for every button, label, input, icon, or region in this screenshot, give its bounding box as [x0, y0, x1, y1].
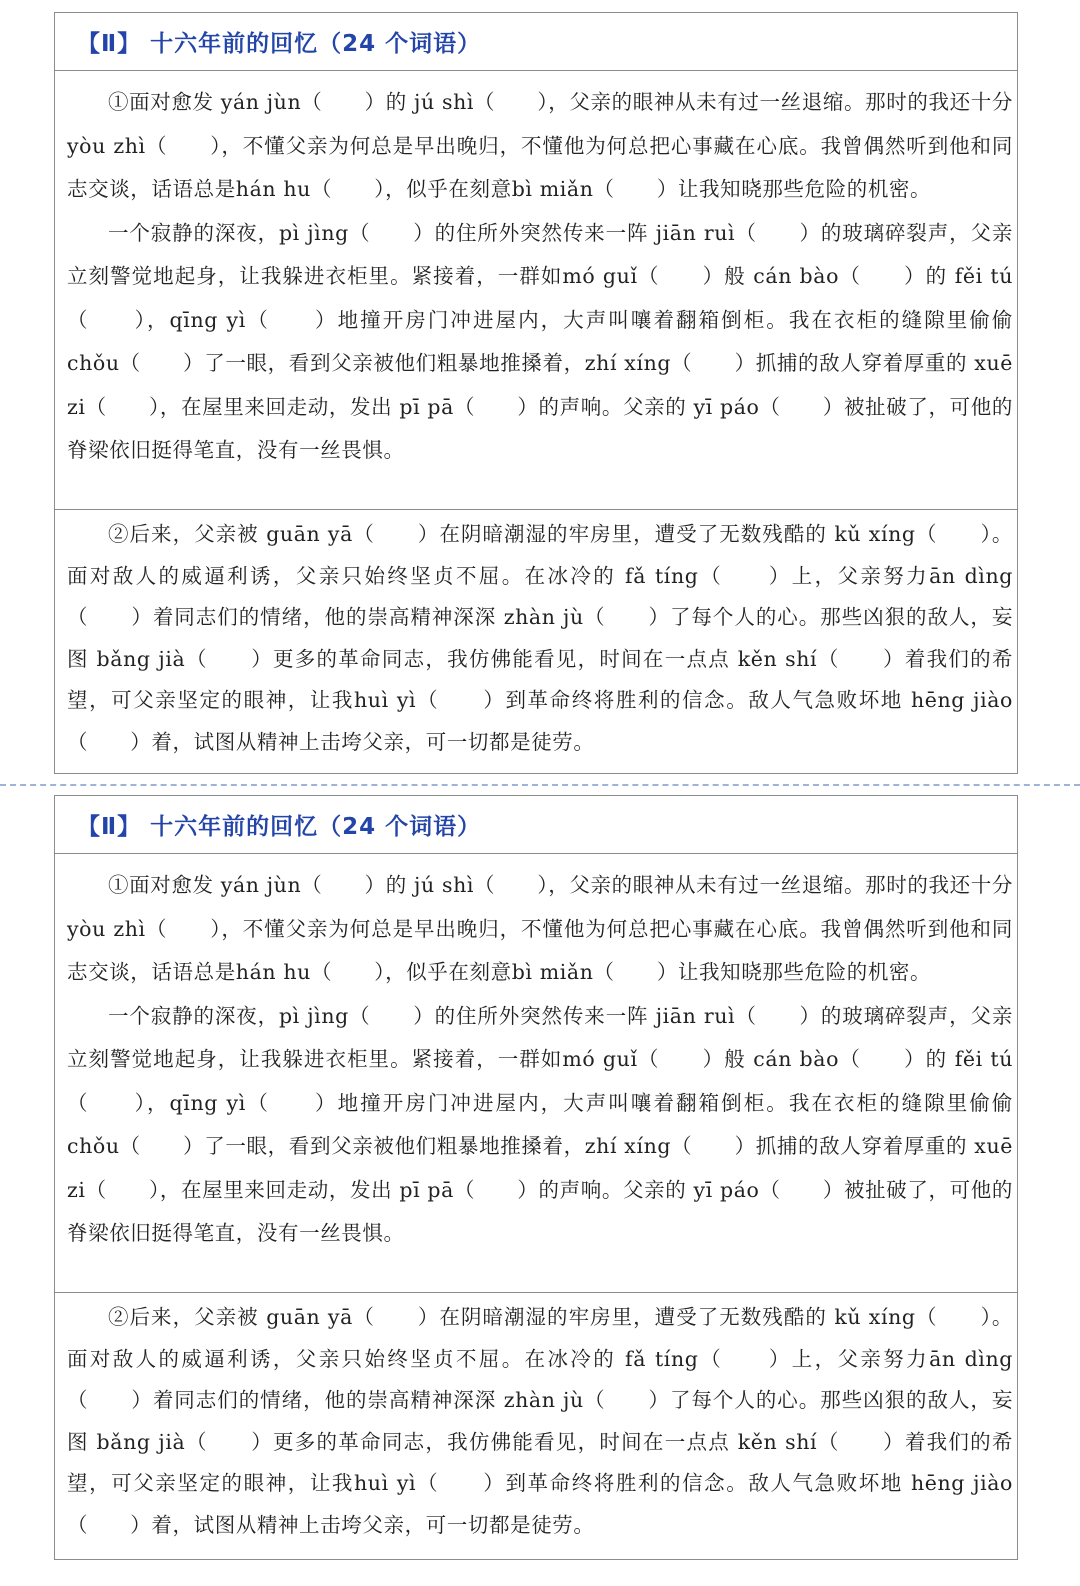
- worksheet-2: [54, 795, 1018, 1560]
- exercise-section-1: [55, 854, 1017, 1293]
- worksheet-title: 【Ⅱ】 十六年前的回忆（24 个词语）: [55, 796, 1017, 854]
- page-divider: [0, 784, 1080, 786]
- exercise-section-1: [55, 71, 1017, 510]
- paragraph: ②后来，父亲被 guān yā（ ）在阴暗潮湿的牢房里，遭受了无数残酷的 kǔ xíng（ ）。面对敌人的威逼利诱，父亲只始终坚贞不屈。在冰冷的 fǎ tíng（ ）上，父亲努力ān dìng（ ）着同志们的情绪，他的崇高精神深深 zhàn jù（ ）了每个人的心。那些凶狠的敌人，妄图 bǎng jià（ ）更多的革命同志，我仿佛能看见，时间在一点点 kěn shí（ ）着我们的希望，可父亲坚定的眼神，让我huì yì（ ）到革命终将胜利的信念。敌人气急败坏地 hēng jiào（ ）着，试图从精神上击垮父亲，可一切都是徒劳。: [67, 1305, 1013, 1537]
- paragraph: 一个寂静的深夜，pì jìng（ ）的住所外突然传来一阵 jiān ruì（ ）的玻璃碎裂声，父亲立刻警觉地起身，让我躲进衣柜里。紧接着，一群如mó guǐ（ ）般 cán bào（ ）的 fěi tú（ ），qīng yì（ ）地撞开房门冲进屋内，大声叫嚷着翻箱倒柜。我在衣柜的缝隙里偷偷 chǒu（ ）了一眼，看到父亲被他们粗暴地推搡着，zhí xíng（ ）抓捕的敌人穿着厚重的 xuē zi（ ），在屋里来回走动，发出 pī pā（ ）的声响。父亲的 yī páo（ ）被扯破了，可他的脊梁依旧挺得笔直，没有一丝畏惧。: [67, 1003, 1013, 1245]
- paragraph: ①面对愈发 yán jùn（ ）的 jú shì（ ），父亲的眼神从未有过一丝退缩。那时的我还十分 yòu zhì（ ），不懂父亲为何总是早出晚归，不懂他为何总把心事藏在心底。我曾偶然听到他和同志交谈，话语总是hán hu（ ），似乎在刻意bì miǎn（ ）让我知晓那些危险的机密。: [67, 873, 1013, 984]
- worksheet-1: [54, 12, 1018, 774]
- paragraph: ②后来，父亲被 guān yā（ ）在阴暗潮湿的牢房里，遭受了无数残酷的 kǔ xíng（ ）。面对敌人的威逼利诱，父亲只始终坚贞不屈。在冰冷的 fǎ tíng（ ）上，父亲努力ān dìng（ ）着同志们的情绪，他的崇高精神深深 zhàn jù（ ）了每个人的心。那些凶狠的敌人，妄图 bǎng jià（ ）更多的革命同志，我仿佛能看见，时间在一点点 kěn shí（ ）着我们的希望，可父亲坚定的眼神，让我huì yì（ ）到革命终将胜利的信念。敌人气急败坏地 hēng jiào（ ）着，试图从精神上击垮父亲，可一切都是徒劳。: [67, 522, 1013, 754]
- exercise-section-2: [55, 510, 1017, 772]
- paragraph: 一个寂静的深夜，pì jìng（ ）的住所外突然传来一阵 jiān ruì（ ）的玻璃碎裂声，父亲立刻警觉地起身，让我躲进衣柜里。紧接着，一群如mó guǐ（ ）般 cán bào（ ）的 fěi tú（ ），qīng yì（ ）地撞开房门冲进屋内，大声叫嚷着翻箱倒柜。我在衣柜的缝隙里偷偷 chǒu（ ）了一眼，看到父亲被他们粗暴地推搡着，zhí xíng（ ）抓捕的敌人穿着厚重的 xuē zi（ ），在屋里来回走动，发出 pī pā（ ）的声响。父亲的 yī páo（ ）被扯破了，可他的脊梁依旧挺得笔直，没有一丝畏惧。: [67, 220, 1013, 462]
- exercise-section-2: [55, 1293, 1017, 1555]
- worksheet-title: 【Ⅱ】 十六年前的回忆（24 个词语）: [55, 13, 1017, 71]
- paragraph: ①面对愈发 yán jùn（ ）的 jú shì（ ），父亲的眼神从未有过一丝退缩。那时的我还十分 yòu zhì（ ），不懂父亲为何总是早出晚归，不懂他为何总把心事藏在心底。我曾偶然听到他和同志交谈，话语总是hán hu（ ），似乎在刻意bì miǎn（ ）让我知晓那些危险的机密。: [67, 90, 1013, 201]
